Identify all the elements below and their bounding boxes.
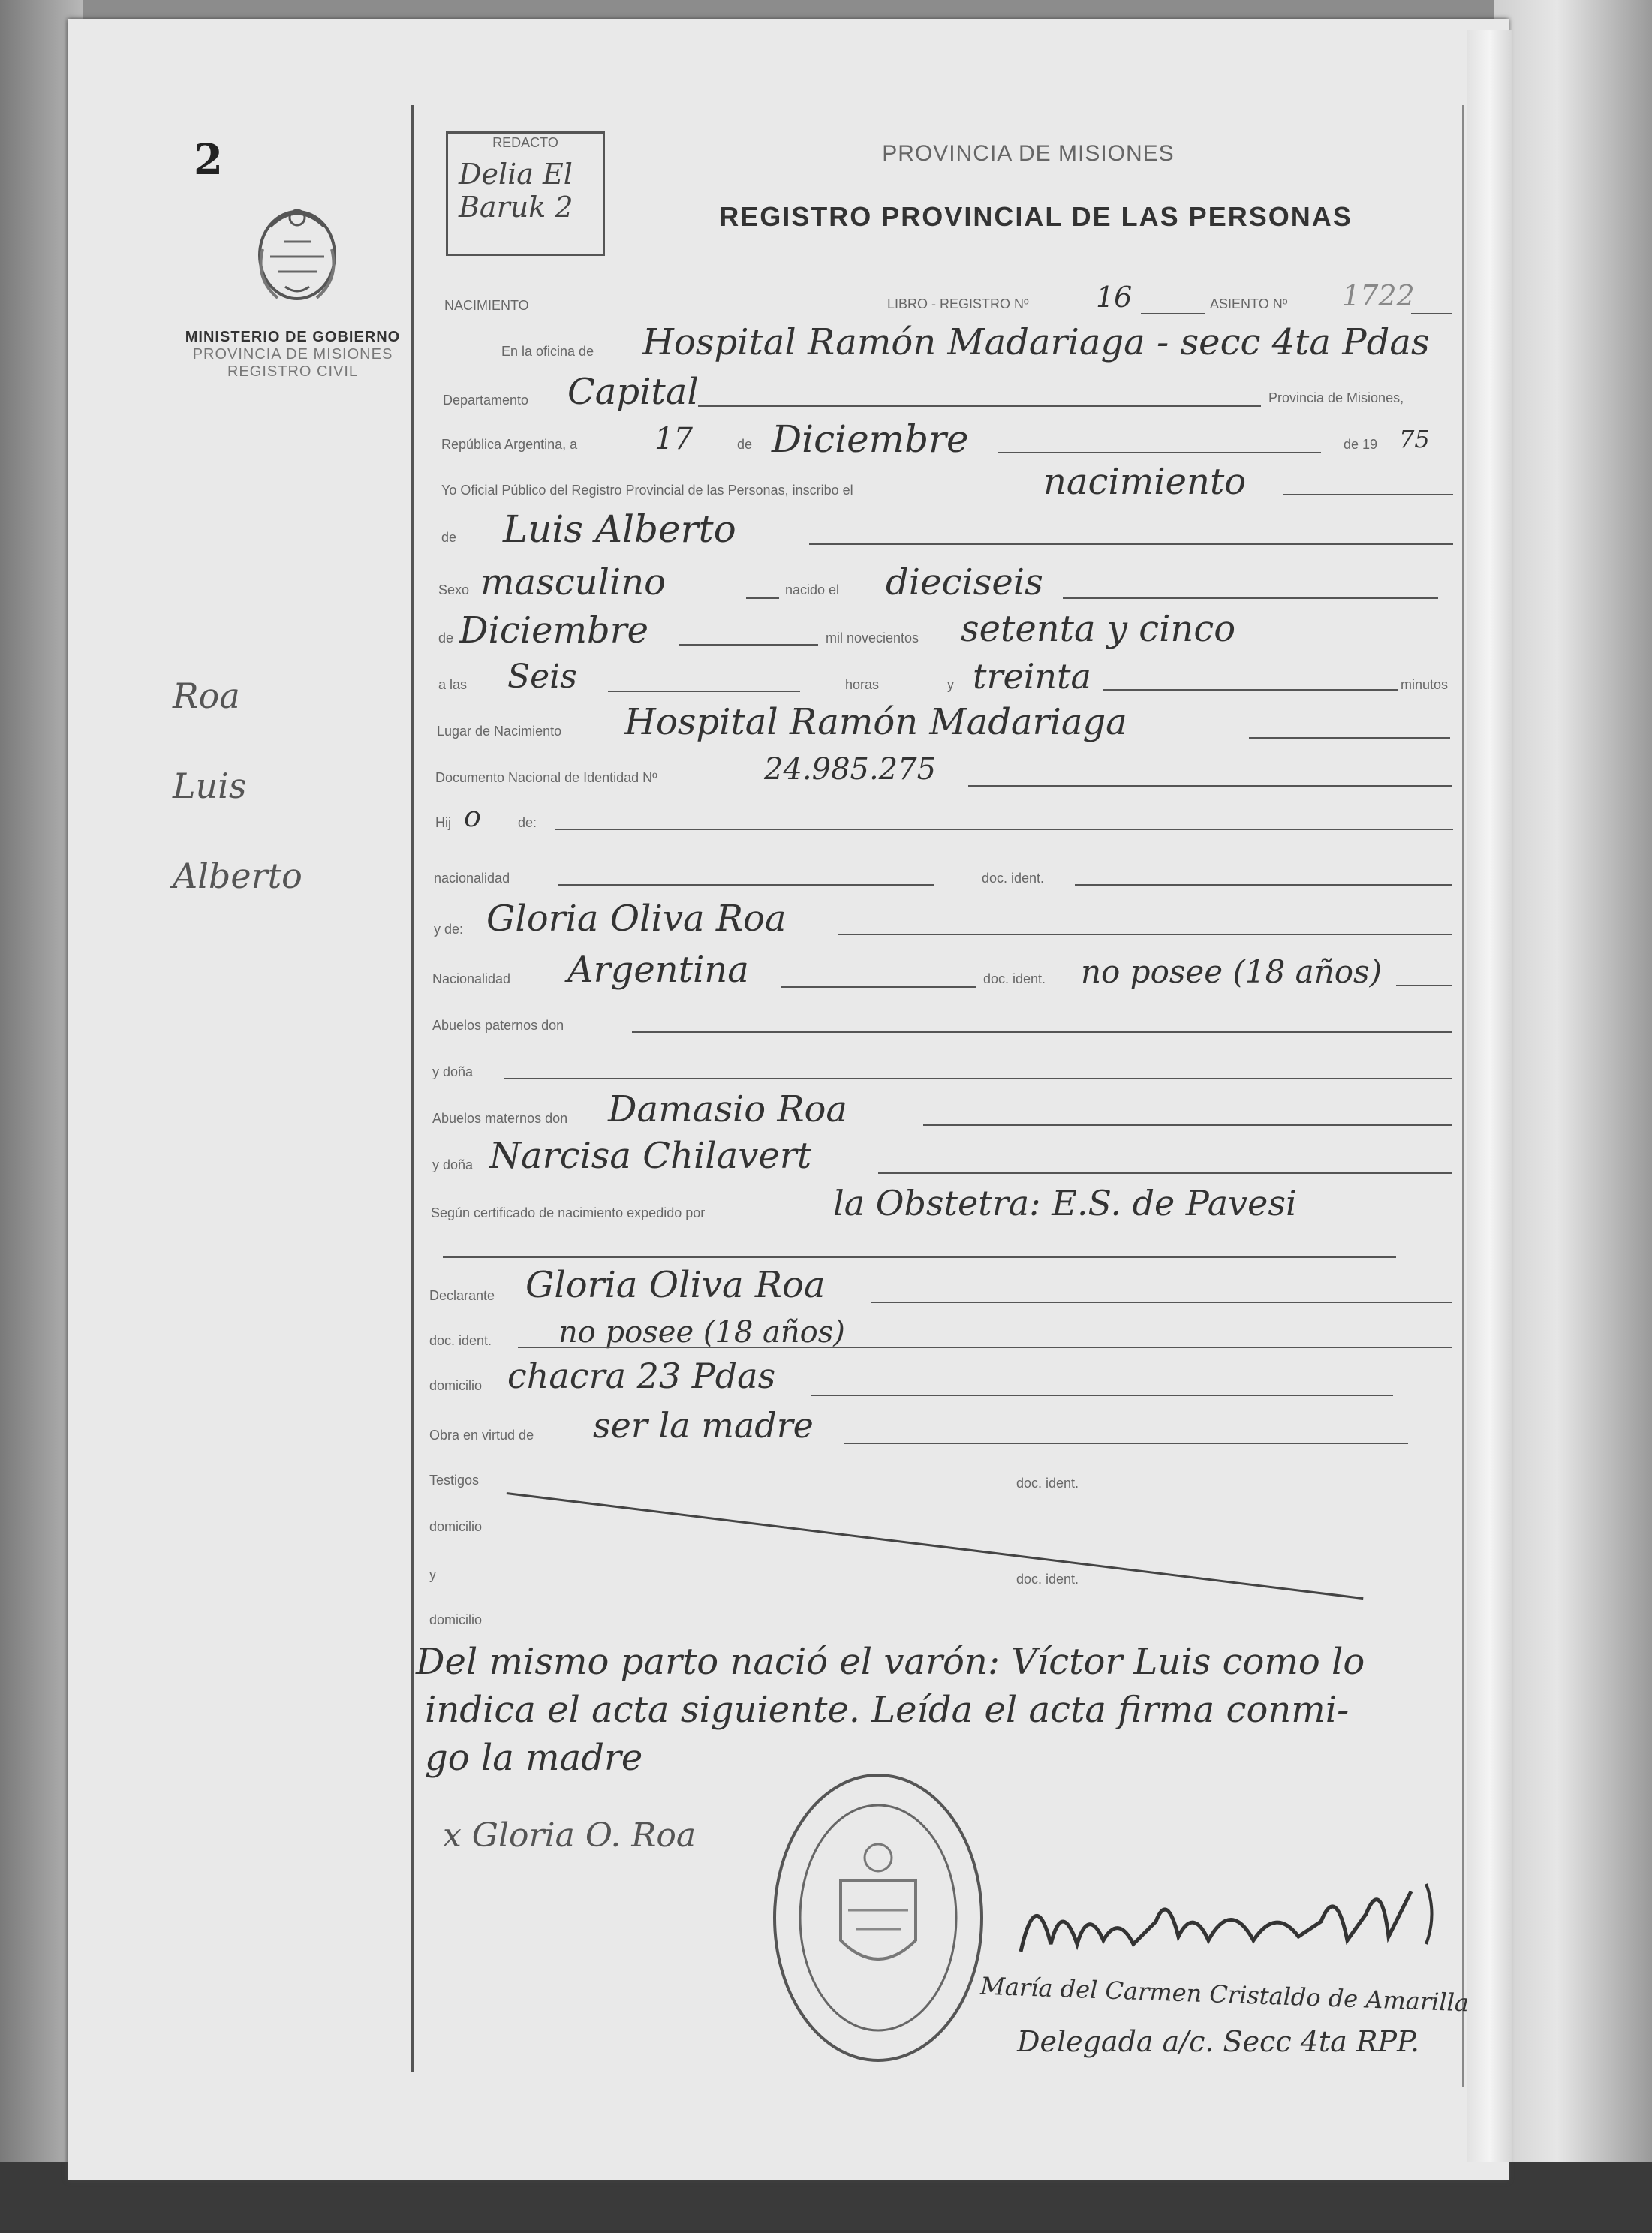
y-de-label: y de: xyxy=(434,922,464,937)
mil-label: mil novecientos xyxy=(826,630,919,646)
oficial-label: Yo Oficial Público del Registro Provincial de las Personas, inscribo el xyxy=(441,483,853,498)
horas-underline xyxy=(608,691,800,692)
margin-first-name: Luis xyxy=(173,766,247,806)
y-dona-materna-label: y doña xyxy=(432,1157,474,1172)
obra-label: Obra en virtud de xyxy=(429,1428,534,1443)
asiento-value: 1722 xyxy=(1342,279,1415,312)
observation-line-1: Del mismo parto nació el varón: Víctor Luis como lo xyxy=(416,1641,1365,1683)
oficial-underline xyxy=(1283,494,1453,495)
year-prefix-label: de 19 xyxy=(1344,437,1378,452)
doc-ident-declarante-label: doc. ident. xyxy=(429,1333,492,1348)
hijo-de-label: de: xyxy=(518,815,537,830)
page-number: 2 xyxy=(194,135,223,185)
margin-line xyxy=(411,105,414,2072)
abuela-paterna-underline xyxy=(504,1078,1452,1079)
obra-value: ser la madre xyxy=(593,1405,814,1446)
y-testigo2-label: y xyxy=(429,1567,436,1582)
horas-value: Seis xyxy=(507,658,577,696)
ministry-office: REGISTRO CIVIL xyxy=(227,363,359,380)
nacido-underline xyxy=(1063,597,1438,599)
oficina-value: Hospital Ramón Madariaga - secc 4ta Pdas xyxy=(642,321,1430,363)
mil-value: setenta y cinco xyxy=(961,608,1236,650)
stamp-label: REDACTO xyxy=(492,135,558,150)
sexo-label: Sexo xyxy=(438,582,470,597)
record-type-label: NACIMIENTO xyxy=(444,298,529,313)
lugar-label: Lugar de Nacimiento xyxy=(437,724,562,739)
stamp-handwriting: Delia El Baruk 2 xyxy=(459,158,573,224)
name-underline xyxy=(809,543,1453,545)
domicilio-declarante-underline xyxy=(811,1395,1393,1396)
margin-middle-name: Alberto xyxy=(173,856,302,896)
month-underline xyxy=(998,452,1321,453)
minutos-underline xyxy=(1103,689,1398,691)
domicilio-declarante-value: chacra 23 Pdas xyxy=(507,1356,776,1396)
hijo-value: o xyxy=(464,800,481,833)
doc-ident-declarante-underline xyxy=(518,1347,1452,1348)
provincia-label: Provincia de Misiones, xyxy=(1268,390,1404,405)
background-right xyxy=(1494,0,1652,2233)
asiento-underline xyxy=(1411,313,1452,314)
redacto-stamp xyxy=(446,131,605,256)
y-label: y xyxy=(947,677,954,692)
doc-ident-madre-underline xyxy=(1396,985,1452,986)
name-de-label: de xyxy=(441,530,457,545)
mes-underline xyxy=(679,644,818,646)
obra-underline xyxy=(844,1443,1408,1444)
ministry-block xyxy=(180,329,405,381)
doc-ident-testigo2-label: doc. ident. xyxy=(1016,1572,1079,1587)
certificado-label: Según certificado de nacimiento expedido por xyxy=(431,1205,706,1220)
nacionalidad-padre-underline xyxy=(558,884,934,886)
declarante-underline xyxy=(871,1302,1452,1303)
horas-label: horas xyxy=(845,677,880,692)
dni-value: 24.985.275 xyxy=(764,752,937,787)
doc-ident-madre-value: no posee (18 años) xyxy=(1081,953,1382,990)
nacido-label: nacido el xyxy=(785,582,840,597)
abuelo-materno-underline xyxy=(923,1124,1452,1126)
registry-seal xyxy=(766,1768,991,2068)
province-heading: PROVINCIA DE MISIONES xyxy=(882,141,1175,166)
libro-underline xyxy=(1141,313,1205,314)
sexo-underline xyxy=(746,597,779,599)
doc-ident-padre-label: doc. ident. xyxy=(982,871,1045,886)
oficial-value: nacimiento xyxy=(1043,461,1247,503)
nacionalidad-madre-underline xyxy=(781,986,976,988)
observation-line-2: indica el acta siguiente. Leída el acta firma conmi- xyxy=(425,1689,1350,1731)
abuela-materna-value: Narcisa Chilavert xyxy=(489,1135,812,1177)
registry-heading: REGISTRO PROVINCIAL DE LAS PERSONAS xyxy=(719,201,1353,232)
abuelo-materno-value: Damasio Roa xyxy=(608,1088,848,1130)
sexo-value: masculino xyxy=(480,561,667,603)
child-name-value: Luis Alberto xyxy=(503,507,736,551)
official-title: Delegada a/c. Secc 4ta RPP. xyxy=(1017,2025,1420,2058)
declarante-value: Gloria Oliva Roa xyxy=(525,1264,826,1306)
domicilio-testigo2-label: domicilio xyxy=(429,1612,483,1627)
abuelos-paternos-label: Abuelos paternos don xyxy=(432,1018,564,1033)
nacionalidad-madre-value: Argentina xyxy=(567,949,749,991)
departamento-label: Departamento xyxy=(443,393,529,408)
mes-de-label: de xyxy=(438,630,454,646)
right-border-line xyxy=(1462,105,1464,2087)
ministry-province: PROVINCIA DE MISIONES xyxy=(192,346,393,363)
republica-label: República Argentina, a xyxy=(441,437,578,452)
domicilio-declarante-label: domicilio xyxy=(429,1378,483,1393)
month-value: Diciembre xyxy=(772,417,969,461)
certificado-value: la Obstetra: E.S. de Pavesi xyxy=(833,1183,1297,1223)
madre-value: Gloria Oliva Roa xyxy=(486,898,787,940)
a-las-label: a las xyxy=(438,677,468,692)
nacionalidad-madre-label: Nacionalidad xyxy=(432,971,511,986)
mother-signature: x Gloria O. Roa xyxy=(443,1816,697,1855)
departamento-underline xyxy=(698,405,1261,407)
declarante-label: Declarante xyxy=(429,1288,495,1303)
oficina-label: En la oficina de xyxy=(501,344,594,359)
libro-label: LIBRO - REGISTRO Nº xyxy=(887,296,1029,311)
departamento-value: Capital xyxy=(567,371,699,413)
padre-underline xyxy=(555,829,1453,830)
abuelos-maternos-label: Abuelos maternos don xyxy=(432,1111,568,1126)
asiento-label: ASIENTO Nº xyxy=(1210,296,1288,311)
margin-surname: Roa xyxy=(173,676,240,716)
libro-value: 16 xyxy=(1096,281,1133,314)
doc-ident-madre-label: doc. ident. xyxy=(983,971,1046,986)
madre-underline xyxy=(838,934,1452,935)
observation-line-3: go la madre xyxy=(425,1737,643,1779)
minutos-label: minutos xyxy=(1401,677,1449,692)
ministry-name: MINISTERIO DE GOBIERNO xyxy=(185,329,401,345)
domicilio-testigo1-label: domicilio xyxy=(429,1519,483,1534)
minutos-value: treinta xyxy=(973,656,1091,697)
official-signature xyxy=(1006,1869,1441,1982)
lugar-value: Hospital Ramón Madariaga xyxy=(624,701,1127,743)
lugar-underline xyxy=(1249,737,1450,739)
doc-ident-padre-underline xyxy=(1075,884,1452,886)
nacionalidad-padre-label: nacionalidad xyxy=(434,871,510,886)
nacido-value: dieciseis xyxy=(886,561,1043,603)
coat-of-arms-icon xyxy=(248,197,347,308)
mes-value: Diciembre xyxy=(459,609,649,652)
dni-label: Documento Nacional de Identidad Nº xyxy=(435,770,657,785)
hijo-label: Hij xyxy=(435,815,451,830)
page-edge xyxy=(1467,30,1512,2162)
testigos-label: Testigos xyxy=(429,1473,480,1488)
certificado-underline xyxy=(443,1256,1396,1258)
official-name: María del Carmen Cristaldo de Amarilla xyxy=(979,1971,1470,2018)
year-value: 75 xyxy=(1399,425,1430,453)
doc-ident-testigo1-label: doc. ident. xyxy=(1016,1476,1079,1491)
doc-ident-declarante-value: no posee (18 años) xyxy=(558,1315,845,1350)
dni-underline xyxy=(968,785,1452,787)
abuelos-paternos-underline xyxy=(632,1031,1452,1033)
fecha-de-label: de xyxy=(737,437,753,452)
y-dona-paterna-label: y doña xyxy=(432,1064,474,1079)
abuela-materna-underline xyxy=(878,1172,1452,1174)
day-value: 17 xyxy=(654,422,693,456)
